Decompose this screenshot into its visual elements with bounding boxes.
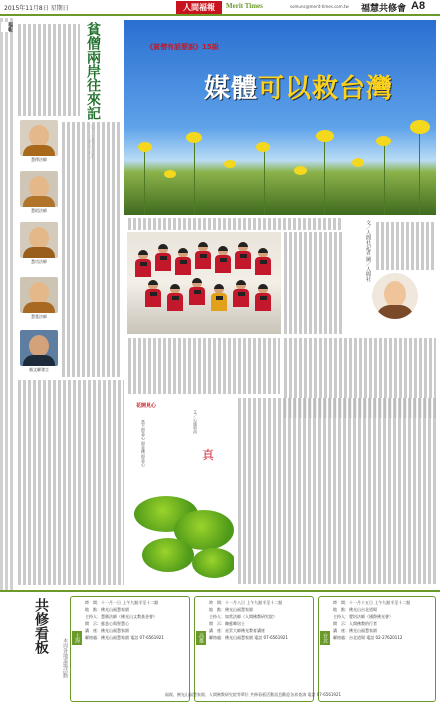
event-line: 地 點：佛光山福慧家園	[209, 607, 253, 612]
portrait-caption: 慧功法師	[31, 259, 47, 264]
bulletin-title: 共修看板	[33, 598, 49, 654]
event-card[interactable]	[318, 596, 436, 702]
main-article-byline: 文／人間社記者 圖／人間社	[365, 220, 371, 282]
event-line: 主持人：慧勝法師（佛光山文教基金會）	[85, 614, 157, 619]
event-line: 聯絡處：佛光山福慧家園 電話 07-6561921	[209, 635, 288, 640]
event-location: 台北	[322, 633, 328, 643]
issue-date: 2015年11月8日 星期日	[4, 5, 69, 12]
left-column-heading: 福報	[1, 22, 14, 32]
event-line: 開 示：陳慈暉居士	[209, 621, 245, 626]
sidebar-body-text	[18, 24, 80, 116]
bulletin-subtitle: 本周各地道場活動	[62, 638, 68, 678]
event-line: 講 座：佛光山福慧家園	[333, 628, 377, 633]
section-title: 福慧共修會	[361, 4, 407, 14]
art-author: 文／心蓮和尚	[193, 410, 198, 434]
main-article-body-top	[128, 218, 342, 230]
event-line: 時 間：十一月八日 上午九點半至十二點	[209, 600, 283, 605]
headline-part-1: 媒體	[204, 74, 259, 104]
portrait-caption: 慧昭法師	[31, 208, 47, 213]
art-column-label: 花開見心	[136, 403, 157, 409]
headline-part-2: 可以救台灣	[258, 74, 394, 104]
group-photo-photographers	[127, 232, 281, 334]
event-card[interactable]	[70, 596, 190, 702]
main-article-body-lower	[238, 398, 436, 584]
lotus-art-panel	[130, 398, 234, 583]
portrait-speaker	[20, 330, 58, 366]
footer-note: 福報、佛光山福慧家園、人間佛教研究院等單位 共修看板活動訊息歡迎各界查詢 電話 07-6561921	[164, 692, 342, 697]
lower-left-body-text	[18, 380, 124, 585]
sidebar-article-title: 貧僧兩岸往來記	[85, 22, 101, 120]
art-seal: 真	[202, 448, 215, 462]
event-line: 聯絡處：台北道場 電話 02-27620112	[333, 635, 403, 640]
newspaper-logo: 人間福報	[176, 1, 222, 14]
portrait-caption: 顏文聯發言	[29, 367, 49, 372]
page-number: A8	[411, 0, 426, 12]
main-article-body-center	[128, 338, 280, 394]
portrait-master-2	[20, 171, 58, 207]
main-article-column-far-right	[376, 222, 436, 270]
event-line: 地 點：佛光山福慧家園	[85, 607, 129, 612]
portrait-caption: 慧傳法師	[31, 157, 47, 162]
event-location: 高雄	[198, 633, 204, 643]
event-line: 講 座：佛光山福慧家園	[85, 628, 129, 633]
event-line: 地 點：佛光山台北道場	[333, 607, 377, 612]
event-line: 時 間：十一月十五日 上午九點半至十二點	[333, 600, 411, 605]
event-line: 主持人：覺培法師（國際佛光會）	[333, 614, 393, 619]
series-label: 《貧僧有話要說》15說	[146, 43, 219, 51]
event-line: 聯絡處：佛光山福慧家園 電話 07-6561921	[85, 635, 164, 640]
event-line: 開 示：人間佛教的行者	[333, 621, 377, 626]
left-text-column	[0, 18, 15, 598]
portrait-caption: 慧寬法師	[31, 314, 47, 319]
event-line: 主持人：如常法師（人間佛教研究院）	[209, 614, 277, 619]
main-headline	[204, 68, 393, 105]
portrait-author-nun	[372, 273, 418, 319]
event-line: 時 間：十一月一日 上午九點半至十二點	[85, 600, 159, 605]
event-line: 講 座：星雲大師佛光教育講座	[209, 628, 265, 633]
portrait-master-1	[20, 120, 58, 156]
calligraphy-poem: 當下即是心 即是佛 即是心	[141, 420, 146, 467]
newspaper-logo-en: Merit Times	[226, 2, 263, 10]
event-card[interactable]	[194, 596, 314, 702]
portrait-master-3	[20, 222, 58, 258]
sidebar-body-text-2	[62, 122, 120, 377]
hero-image-canola-field	[124, 20, 436, 215]
event-line: 開 示：慈悲心與智慧心	[85, 621, 129, 626]
footer-bulletin-board	[0, 590, 440, 709]
event-location: 上海	[74, 633, 80, 643]
main-article-column-right	[284, 232, 342, 334]
portrait-master-4	[20, 277, 58, 313]
contact-email[interactable]: somuns@merit-times.com.tw	[290, 4, 349, 9]
page-header	[0, 0, 440, 16]
